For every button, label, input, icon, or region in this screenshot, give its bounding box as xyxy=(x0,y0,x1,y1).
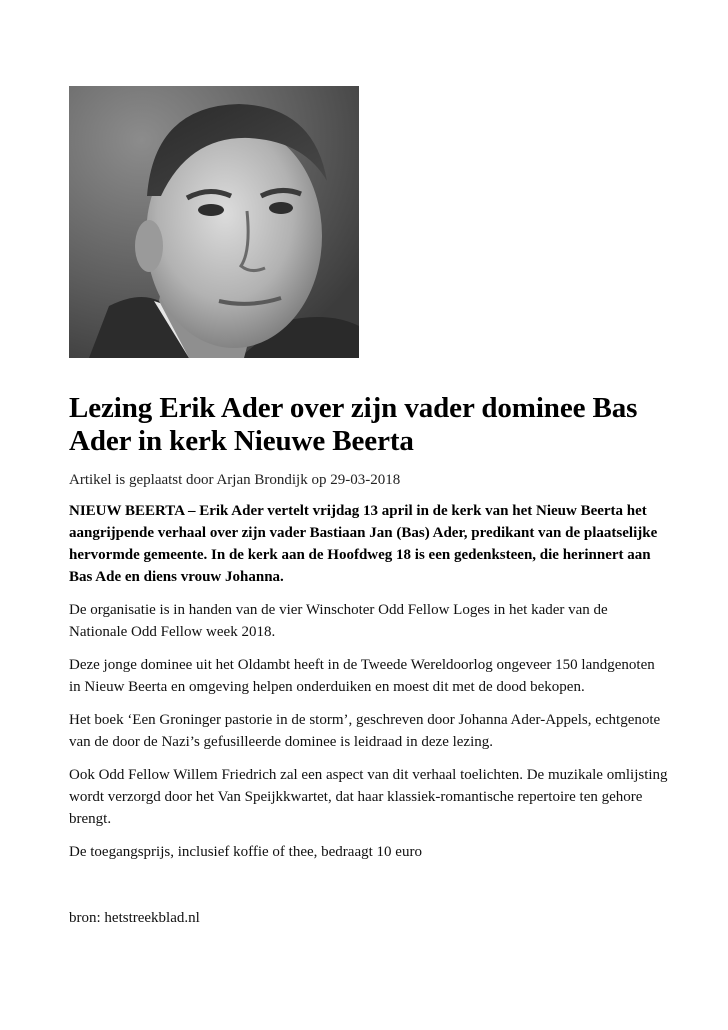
article-lead: NIEUW BEERTA – Erik Ader vertelt vrijdag 13 april in de kerk van het Nieuw Beerta het aangrijpende verhaal over zijn vader Bastiaan Jan (Bas) Ader, predikant van de plaatselijke hervormde gemeente. In de kerk aan de Hoofdweg 18 is een gedenksteen, die herinnert aan Bas Ade en diens vrouw Johanna. xyxy=(69,503,658,585)
article-title: Lezing Erik Ader over zijn vader dominee Bas Ader in kerk Nieuwe Beerta xyxy=(69,392,638,457)
article-byline: Artikel is geplaatst door Arjan Brondijk op 29-03-2018 xyxy=(69,472,401,488)
article-paragraph: Het boek ‘Een Groninger pastorie in de storm’, geschreven door Johanna Ader-Appels, echtgenote van de door de Nazi’s gefusilleerde dominee is leidraad in deze lezing. xyxy=(69,712,661,750)
article-paragraph: Ook Odd Fellow Willem Friedrich zal een aspect van dit verhaal toelichten. De muzikale omlijsting wordt verzorgd door het Van Speijkkwartet, dat haar klassiek-romantische repertoire ten gehore brengt. xyxy=(69,767,668,827)
article-paragraph: De organisatie is in handen van de vier Winschoter Odd Fellow Loges in het kader van de Nationale Odd Fellow week 2018. xyxy=(69,602,608,640)
portrait-photo-graphic xyxy=(69,86,359,358)
article-paragraph: Deze jonge dominee uit het Oldambt heeft in de Tweede Wereldoorlog ongeveer 150 landgenoten in Nieuw Beerta en omgeving helpen onderduiken en moest dit met de dood bekopen. xyxy=(69,657,655,695)
article xyxy=(69,392,669,929)
portrait-photo xyxy=(69,86,359,358)
article-paragraph: De toegangsprijs, inclusief koffie of thee, bedraagt 10 euro xyxy=(69,844,422,860)
article-source: bron: hetstreekblad.nl xyxy=(69,910,200,926)
